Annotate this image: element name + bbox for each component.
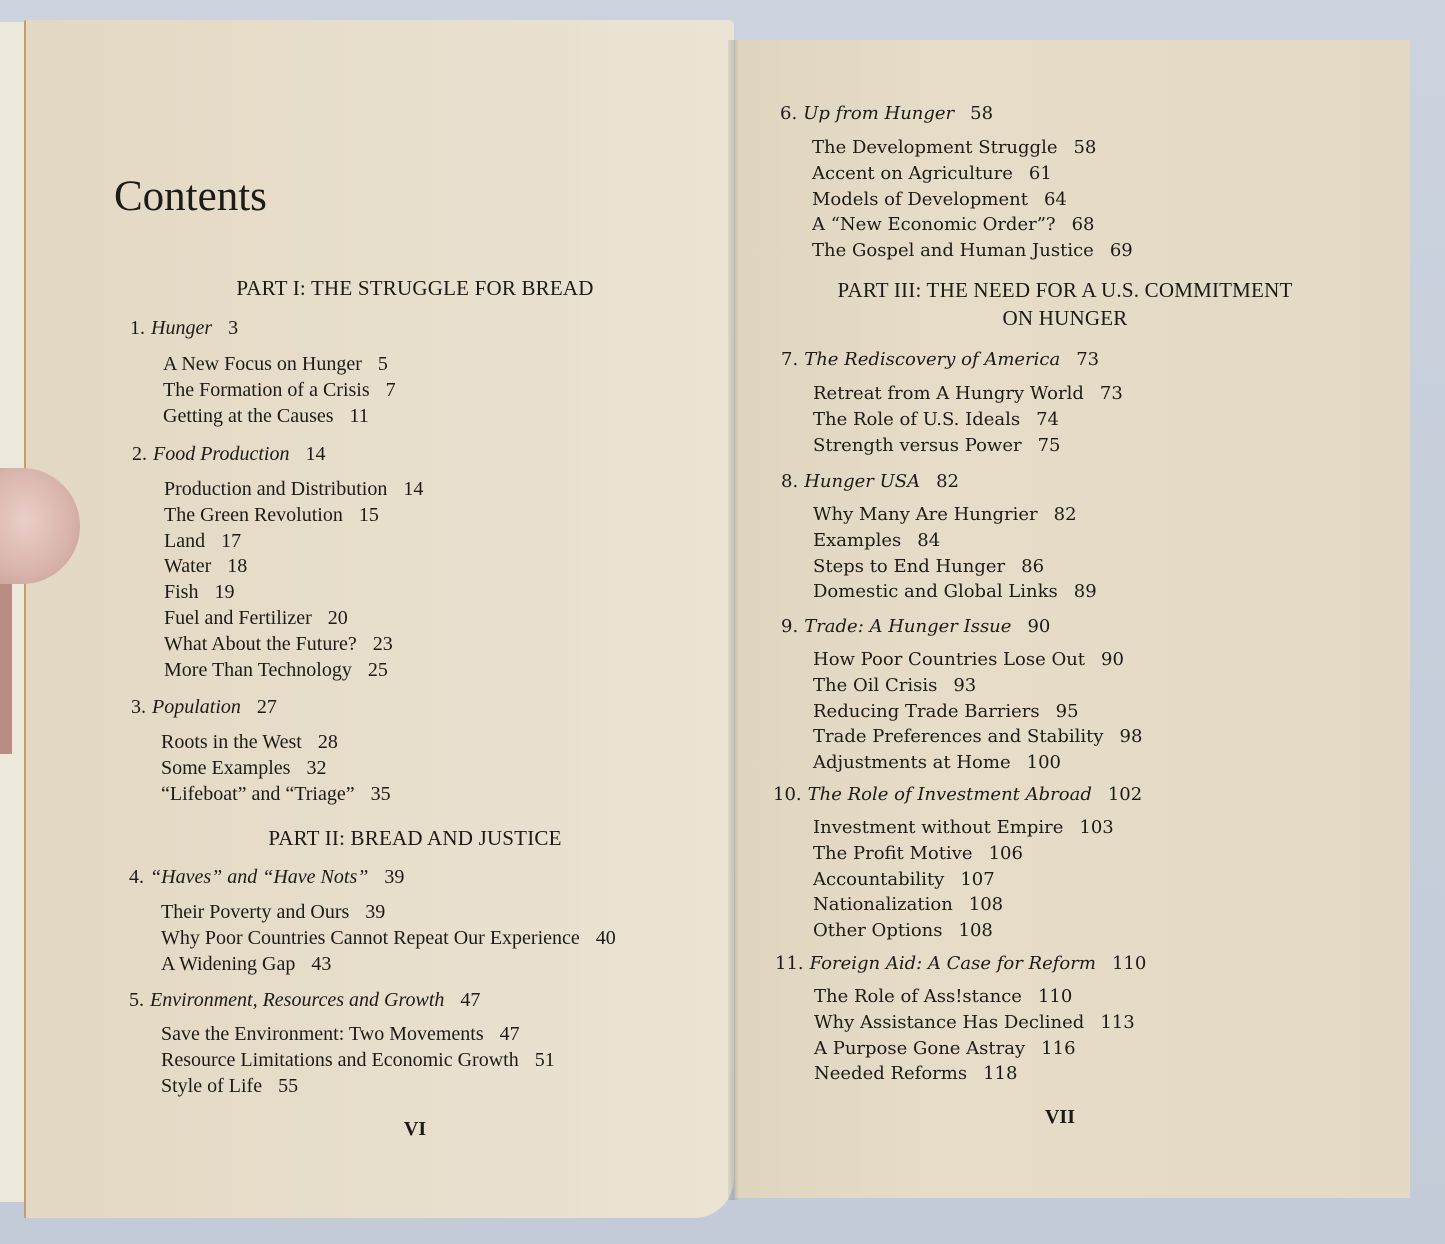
chapter-page: 110 <box>1111 953 1147 974</box>
chapter-title: The Role of Investment Abroad <box>807 784 1092 805</box>
chapter-number: 9. <box>781 616 799 637</box>
section-page: 89 <box>1073 581 1097 603</box>
section-page: 98 <box>1119 726 1143 748</box>
part-heading-line: PART III: THE NEED FOR A U.S. COMMITMENT <box>837 278 1293 302</box>
chapter-number: 8. <box>781 471 799 492</box>
chapter-title: Food Production <box>153 443 290 465</box>
section-entry <box>813 579 1097 605</box>
chapter-page: 82 <box>936 471 959 492</box>
section-page: 106 <box>988 842 1023 864</box>
section-entry <box>813 750 1142 776</box>
section-entry <box>813 673 1142 699</box>
section-entry <box>814 984 1135 1010</box>
section-title: Trade Preferences and Stability <box>813 726 1104 748</box>
section-entry <box>161 782 391 808</box>
section-title: The Role of Ass!stance <box>814 986 1022 1007</box>
chapter-heading <box>129 864 404 890</box>
section-entry <box>161 1048 555 1074</box>
chapter-title: Foreign Aid: A Case for Reform <box>809 953 1096 974</box>
chapter-heading <box>773 782 1142 808</box>
section-title: Production and Distribution <box>164 478 388 500</box>
section-page: 95 <box>1055 700 1079 722</box>
part-heading <box>800 276 1330 332</box>
chapter-number: 5. <box>129 989 144 1011</box>
page-title: Contents <box>114 173 267 220</box>
section-title: A Widening Gap <box>161 952 296 975</box>
section-title: Accountability <box>813 868 945 890</box>
section-page: 32 <box>306 756 327 779</box>
section-title: Needed Reforms <box>814 1063 968 1085</box>
section-title: A Purpose Gone Astray <box>814 1037 1026 1059</box>
section-list <box>814 984 1135 1087</box>
section-title: Style of Life <box>161 1074 263 1097</box>
section-entry <box>813 892 1114 918</box>
section-page: 69 <box>1109 240 1133 262</box>
section-title: Reducing Trade Barriers <box>813 700 1040 722</box>
chapter-page: 102 <box>1107 784 1143 805</box>
section-page: 14 <box>403 478 424 500</box>
section-title: What About the Future? <box>164 632 357 655</box>
chapter-title: Population <box>152 696 241 718</box>
section-entry <box>812 212 1133 238</box>
section-entry <box>813 841 1114 867</box>
section-title: Strength versus Power <box>813 434 1022 456</box>
section-entry <box>164 477 423 503</box>
section-entry <box>164 554 423 580</box>
section-page: 86 <box>1021 555 1045 577</box>
section-title: The Oil Crisis <box>813 674 938 696</box>
section-title: Investment without Empire <box>813 817 1064 838</box>
section-list <box>161 1022 555 1099</box>
section-entry <box>813 918 1114 944</box>
section-title: More Than Technology <box>164 658 352 681</box>
chapter-number: 4. <box>129 866 144 888</box>
section-page: 15 <box>358 503 379 526</box>
chapter-number: 10. <box>773 784 802 805</box>
section-entry <box>813 554 1097 580</box>
chapter-title: “Haves” and “Have Nots” <box>150 866 369 888</box>
section-page: 19 <box>214 581 235 604</box>
section-entry <box>812 135 1133 161</box>
section-title: The Gospel and Human Justice <box>812 240 1094 262</box>
chapter-title: Trade: A Hunger Issue <box>804 616 1012 637</box>
section-list <box>813 647 1142 776</box>
section-page: 20 <box>327 606 348 629</box>
section-list <box>161 900 616 977</box>
section-page: 113 <box>1100 1011 1135 1033</box>
section-title: Domestic and Global Links <box>813 581 1058 603</box>
section-page: 107 <box>960 868 995 890</box>
section-title: Why Many Are Hungrier <box>813 504 1038 525</box>
section-entry <box>813 528 1097 554</box>
section-entry <box>163 378 396 404</box>
section-list <box>161 730 391 807</box>
section-page: 7 <box>385 378 396 401</box>
section-page: 51 <box>534 1048 555 1071</box>
hand <box>0 584 12 754</box>
section-page: 23 <box>372 632 393 655</box>
section-list <box>813 502 1097 605</box>
section-title: Their Poverty and Ours <box>161 901 350 923</box>
section-title: Some Examples <box>161 756 291 779</box>
section-title: Why Assistance Has Declined <box>814 1011 1085 1033</box>
chapter-number: 1. <box>130 317 145 339</box>
section-title: Other Options <box>813 920 943 942</box>
section-page: 55 <box>278 1074 299 1097</box>
chapter-heading <box>780 101 993 127</box>
section-entry <box>161 756 391 782</box>
chapter-page: 73 <box>1076 349 1100 370</box>
chapter-number: 2. <box>132 443 147 465</box>
section-title: The Development Struggle <box>812 137 1058 158</box>
section-title: Steps to End Hunger <box>813 555 1006 577</box>
section-title: A “New Economic Order”? <box>812 214 1056 236</box>
section-title: “Lifeboat” and “Triage” <box>161 782 355 805</box>
section-page: 39 <box>365 901 386 923</box>
section-page: 118 <box>983 1063 1018 1085</box>
page-number: VI <box>403 1118 427 1140</box>
section-title: Fish <box>164 581 199 604</box>
section-entry <box>163 352 396 378</box>
section-page: 108 <box>958 920 993 942</box>
chapter-title: Hunger USA <box>804 471 921 492</box>
section-entry <box>814 1010 1135 1036</box>
section-entry <box>814 1061 1135 1087</box>
section-page: 25 <box>367 658 388 681</box>
chapter-page: 27 <box>256 696 277 718</box>
chapter-number: 3. <box>131 696 146 718</box>
chapter-page: 3 <box>228 317 239 339</box>
section-entry <box>163 404 396 430</box>
part-heading-line: ON HUNGER <box>1002 306 1128 330</box>
chapter-number: 7. <box>781 349 799 370</box>
chapter-page: 47 <box>460 989 481 1011</box>
section-title: The Role of U.S. Ideals <box>813 408 1021 430</box>
section-entry <box>161 1022 555 1048</box>
chapter-heading <box>131 694 277 720</box>
section-list <box>813 815 1114 944</box>
section-title: Save the Environment: Two Movements <box>161 1023 484 1045</box>
section-page: 108 <box>968 894 1004 916</box>
section-title: Models of Development <box>812 188 1028 210</box>
chapter-heading <box>775 951 1146 977</box>
section-entry <box>161 730 391 756</box>
section-entry <box>813 724 1142 750</box>
section-title: Nationalization <box>813 894 953 916</box>
chapter-number: 6. <box>780 103 798 124</box>
section-title: The Formation of a Crisis <box>163 378 370 401</box>
section-title: The Green Revolution <box>164 503 343 526</box>
section-page: 103 <box>1079 817 1114 838</box>
section-page: 75 <box>1037 434 1061 456</box>
section-page: 5 <box>377 353 388 375</box>
chapter-page: 39 <box>384 866 405 888</box>
section-entry <box>812 187 1133 213</box>
section-entry <box>813 502 1097 528</box>
chapter-title: Hunger <box>151 317 213 339</box>
section-title: Resource Limitations and Economic Growth <box>161 1048 519 1071</box>
section-title: Roots in the West <box>161 731 302 753</box>
part-heading: PART I: THE STRUGGLE FOR BREAD <box>236 276 594 300</box>
section-entry <box>161 1074 555 1100</box>
section-page: 43 <box>311 952 332 975</box>
chapter-title: Up from Hunger <box>803 103 955 124</box>
section-entry <box>164 658 423 684</box>
section-page: 35 <box>370 782 391 805</box>
section-title: Getting at the Causes <box>163 404 334 427</box>
section-entry <box>813 699 1142 725</box>
section-entry <box>161 900 616 926</box>
chapter-page: 14 <box>305 443 326 465</box>
section-title: Adjustments at Home <box>813 752 1011 774</box>
section-page: 116 <box>1041 1037 1076 1059</box>
section-entry <box>812 161 1133 187</box>
part-heading: PART II: BREAD AND JUSTICE <box>268 826 562 850</box>
section-page: 100 <box>1026 752 1061 774</box>
section-title: Examples <box>813 529 902 551</box>
section-page: 64 <box>1043 188 1067 210</box>
section-page: 40 <box>595 926 616 949</box>
section-entry <box>812 238 1133 264</box>
section-page: 82 <box>1053 504 1077 525</box>
book-gutter <box>728 40 738 1200</box>
section-title: Fuel and Fertilizer <box>164 606 312 629</box>
chapter-number: 11. <box>775 953 804 974</box>
section-entry <box>161 952 616 978</box>
section-page: 74 <box>1036 408 1060 430</box>
section-page: 17 <box>221 529 242 552</box>
section-page: 58 <box>1073 137 1097 158</box>
section-title: Land <box>164 529 206 552</box>
section-page: 110 <box>1037 986 1073 1007</box>
section-page: 47 <box>499 1023 520 1045</box>
section-page: 11 <box>349 404 369 427</box>
section-list <box>812 135 1133 264</box>
section-title: Accent on Agriculture <box>812 162 1013 184</box>
section-entry <box>813 433 1123 459</box>
section-entry <box>813 815 1114 841</box>
section-entry <box>164 529 423 555</box>
section-title: The Profit Motive <box>813 842 973 864</box>
chapter-heading <box>781 347 1099 373</box>
section-entry <box>164 580 423 606</box>
section-entry <box>813 381 1123 407</box>
section-page: 84 <box>917 529 941 551</box>
section-list <box>164 477 423 683</box>
section-title: Water <box>164 555 212 578</box>
section-entry <box>813 867 1114 893</box>
section-page: 93 <box>953 674 977 696</box>
chapter-heading <box>132 441 325 467</box>
chapter-heading <box>781 614 1050 640</box>
section-title: Retreat from A Hungry World <box>813 383 1084 404</box>
section-title: A New Focus on Hunger <box>163 353 362 375</box>
chapter-heading <box>130 315 238 341</box>
page-number: VII <box>1044 1106 1075 1128</box>
section-page: 28 <box>317 731 338 753</box>
section-entry <box>164 606 423 632</box>
section-page: 73 <box>1099 383 1123 404</box>
section-page: 90 <box>1101 649 1124 670</box>
section-entry <box>813 647 1142 673</box>
section-entry <box>161 926 616 952</box>
chapter-title: Environment, Resources and Growth <box>150 989 445 1011</box>
chapter-heading <box>129 987 480 1013</box>
section-entry <box>164 632 423 658</box>
chapter-page: 90 <box>1027 616 1051 637</box>
section-list <box>163 352 396 429</box>
section-list <box>813 381 1123 458</box>
chapter-page: 58 <box>970 103 994 124</box>
section-page: 68 <box>1071 214 1095 236</box>
section-page: 61 <box>1028 162 1052 184</box>
section-title: Why Poor Countries Cannot Repeat Our Experience <box>161 926 580 949</box>
chapter-heading <box>781 469 959 495</box>
section-entry <box>813 407 1123 433</box>
section-entry <box>814 1036 1135 1062</box>
section-page: 18 <box>227 555 248 578</box>
section-title: How Poor Countries Lose Out <box>813 649 1086 670</box>
section-entry <box>164 503 423 529</box>
chapter-title: The Rediscovery of America <box>804 349 1061 370</box>
